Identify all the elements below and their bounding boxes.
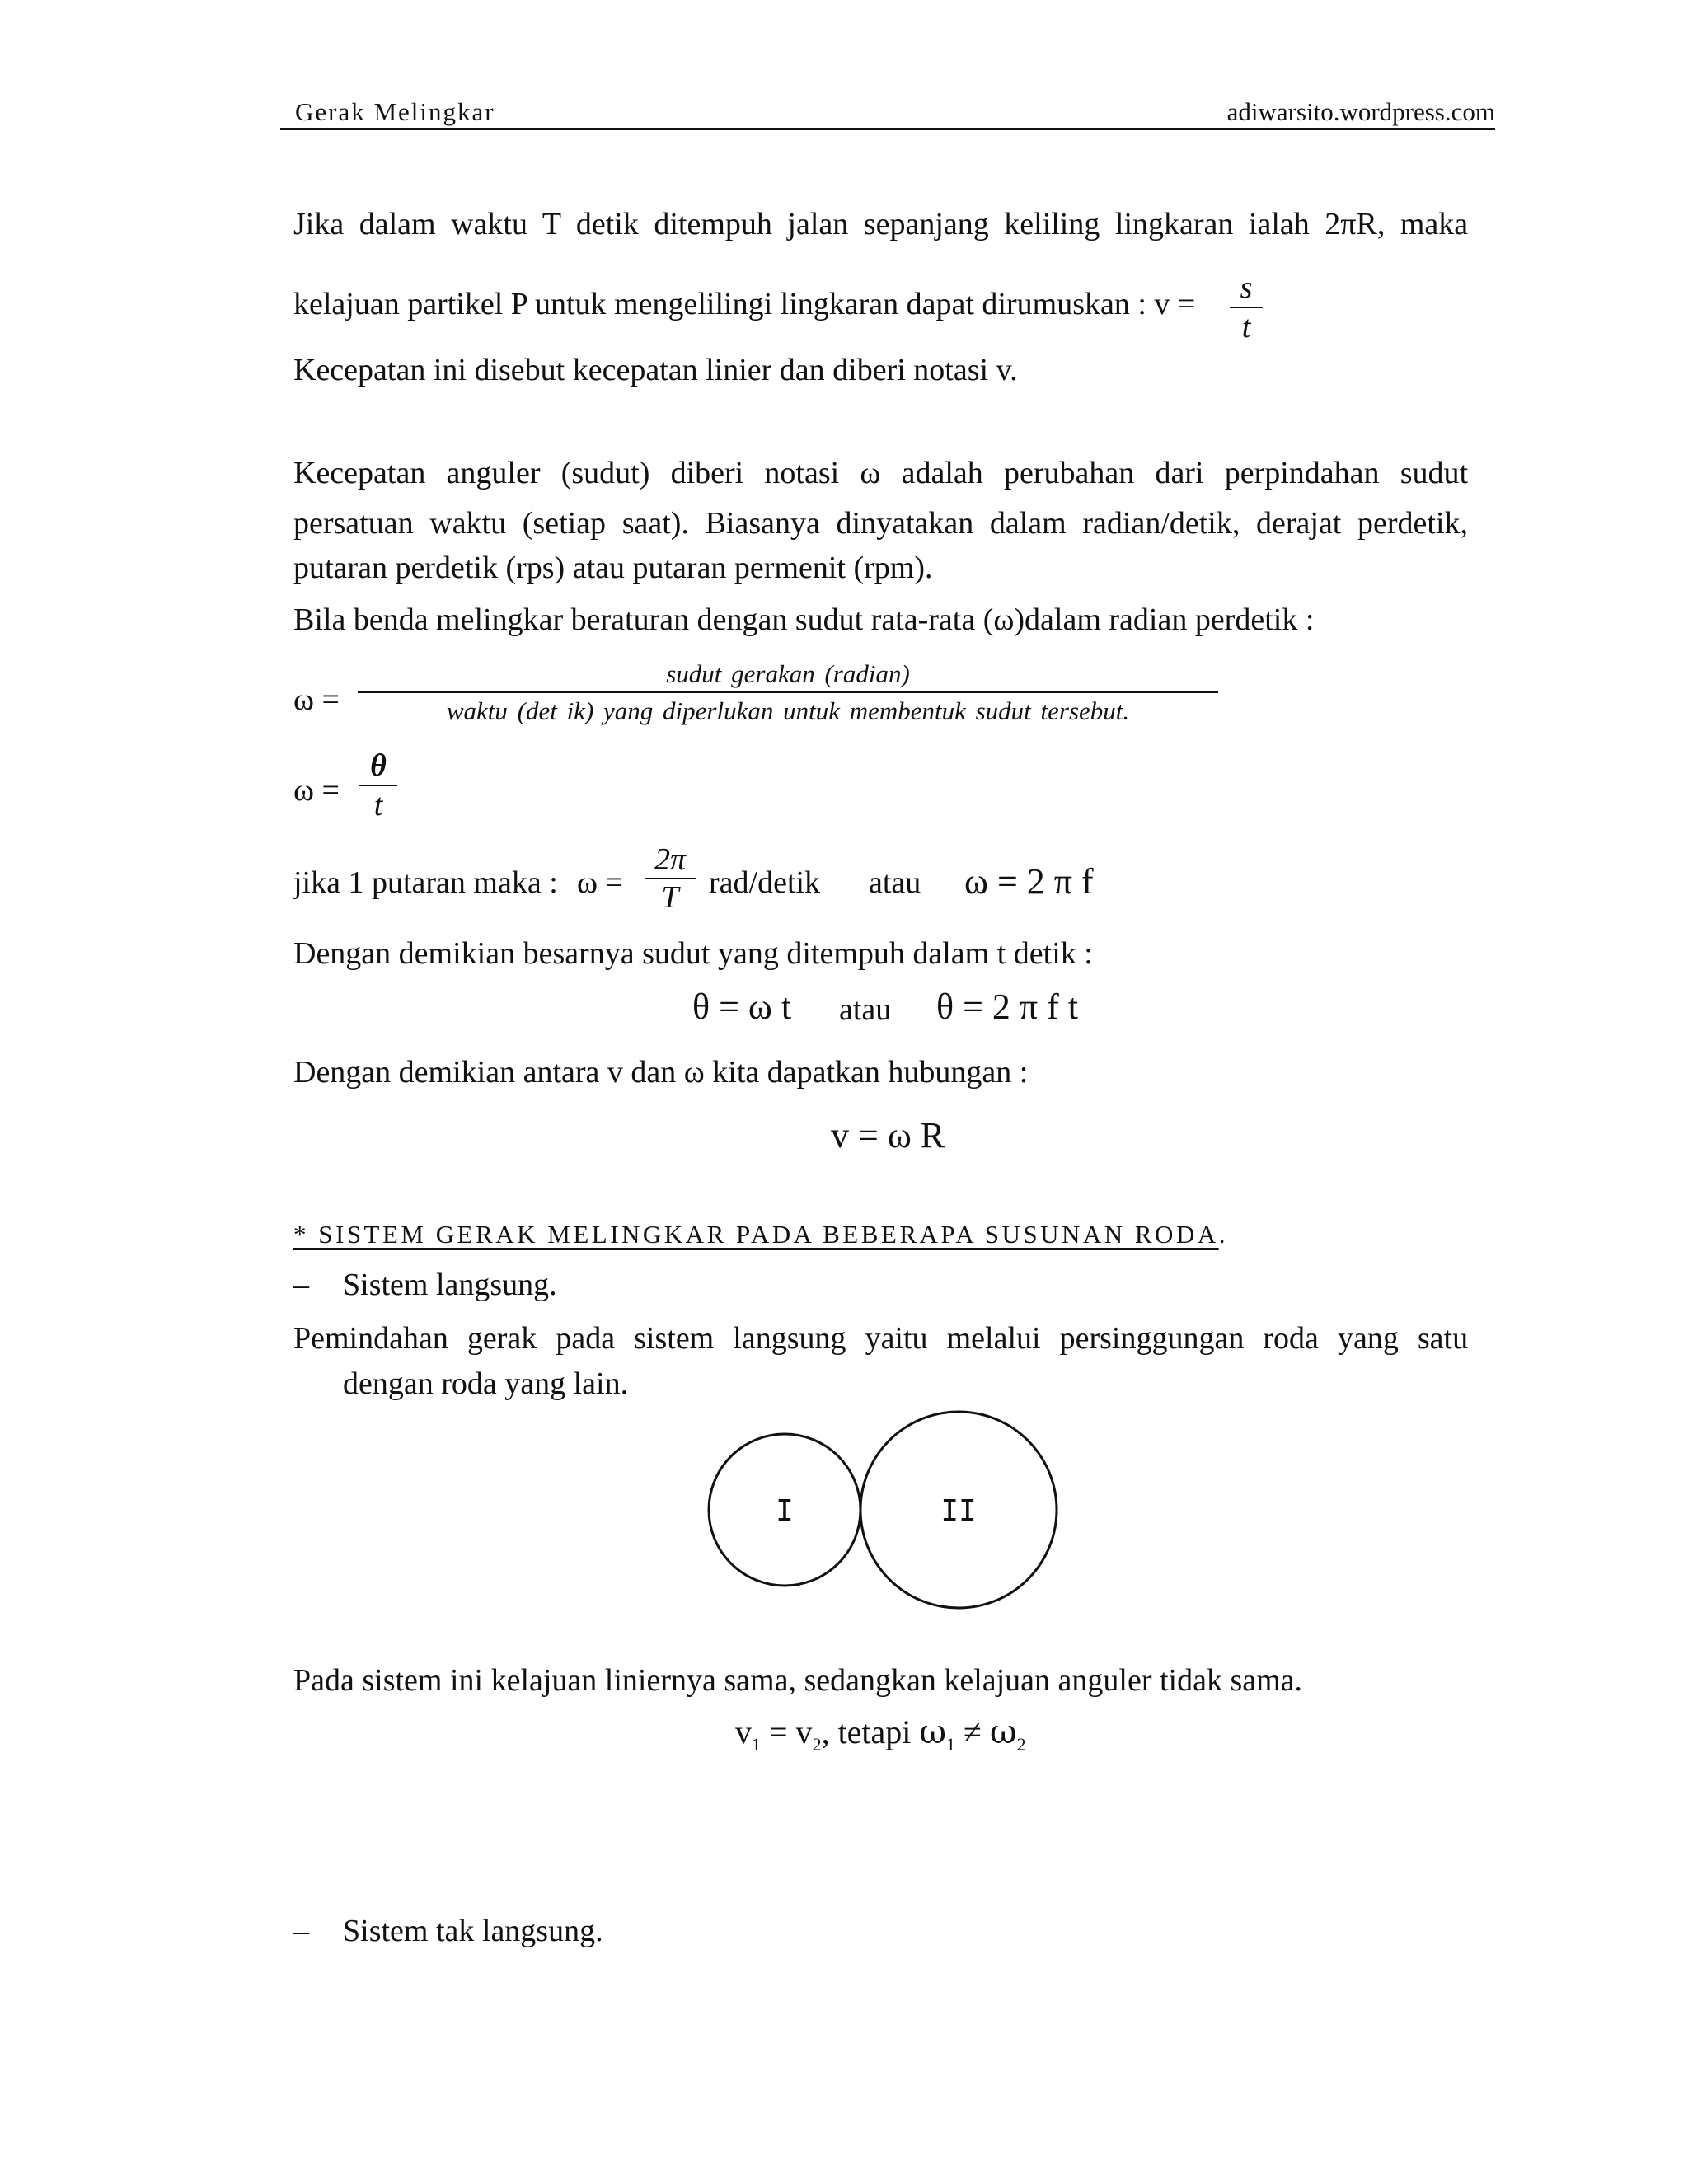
para1-line1 xyxy=(293,206,1468,242)
word: Jika xyxy=(293,207,345,241)
section-title: * SISTEM GERAK MELINGKAR PADA BEBERAPA SUSUNAN RODA xyxy=(293,1220,1219,1249)
formula1-lhs: ω = xyxy=(293,682,340,717)
theta-intro: Dengan demikian besarnya sudut yang ditempuh dalam t detik : xyxy=(293,936,1093,971)
formula3-fraction xyxy=(645,844,696,913)
formula2-num: θ xyxy=(370,748,387,783)
bullet1-dash: – xyxy=(293,1268,309,1302)
word: gerak xyxy=(467,1321,537,1356)
formula6-sub1: 1 xyxy=(752,1734,761,1755)
word: yang xyxy=(1337,1321,1399,1356)
word: adalah xyxy=(901,456,983,490)
word: satu xyxy=(1417,1321,1469,1356)
v-fraction xyxy=(1230,272,1263,343)
word: pada xyxy=(556,1321,616,1356)
word: dalam xyxy=(359,207,436,241)
formula3-unit: rad/detik xyxy=(709,865,821,900)
header-left: Gerak Melingkar xyxy=(295,97,495,126)
formula6-w1: ω xyxy=(919,1713,947,1751)
word: roda xyxy=(1263,1321,1319,1356)
formula6-sub2: 2 xyxy=(812,1734,822,1755)
word: keliling xyxy=(1004,207,1100,241)
word: notasi xyxy=(764,456,840,490)
para3-line1 xyxy=(293,1320,1468,1357)
para2-line1 xyxy=(293,455,1468,491)
formula3-atau: atau xyxy=(869,865,921,900)
header-rule xyxy=(280,128,1495,130)
v-frac-den: t xyxy=(1241,310,1251,344)
wheel-2-label: II xyxy=(940,1494,977,1528)
word: Pemindahan xyxy=(293,1321,448,1356)
formula2-bar xyxy=(359,785,397,786)
formula1-bar xyxy=(358,691,1218,693)
word: ditempuh xyxy=(654,207,772,241)
word: dalam xyxy=(989,506,1067,541)
formula6 xyxy=(735,1713,1026,1755)
word: T xyxy=(542,207,561,241)
para2-line3: putaran perdetik (rps) atau putaran permenit (rpm). xyxy=(293,551,933,585)
para1-line3: Kecepatan ini disebut kecepatan linier dan diberi notasi v. xyxy=(293,353,1018,387)
wheels-diagram xyxy=(692,1393,1071,1624)
word: derajat xyxy=(1256,506,1342,541)
word: dari xyxy=(1155,456,1204,490)
formula6-v1: v xyxy=(735,1713,752,1750)
word: Biasanya xyxy=(705,506,820,541)
formula6-sub4: 2 xyxy=(1016,1734,1026,1755)
word: 2πR, xyxy=(1325,207,1386,241)
para2-line4: Bila benda melingkar beraturan dengan sudut rata-rata (ω)dalam radian perdetik : xyxy=(293,602,1315,637)
formula4-a: θ = ω t xyxy=(692,987,792,1027)
word: anguler xyxy=(446,456,541,490)
formula6-eq: = v xyxy=(761,1713,813,1750)
formula3-num: 2π xyxy=(654,842,687,877)
word: persinggungan xyxy=(1059,1321,1245,1356)
para4: Pada sistem ini kelajuan liniernya sama, sedangkan kelajuan anguler tidak sama. xyxy=(293,1663,1303,1698)
bullet2-text: Sistem tak langsung. xyxy=(343,1914,603,1948)
formula1-den: waktu (det ik) yang diperlukan untuk membentuk sudut tersebut. xyxy=(446,696,1130,725)
word: waktu xyxy=(451,207,528,241)
word: diberi xyxy=(670,456,744,490)
para3-line2: dengan roda yang lain. xyxy=(343,1366,629,1401)
formula4-b: θ = 2 π f t xyxy=(936,987,1078,1027)
word: yaitu xyxy=(865,1321,928,1356)
formula3-lead: jika 1 putaran maka : xyxy=(293,865,558,900)
header-right: adiwarsito.wordpress.com xyxy=(1226,97,1495,126)
word: waktu xyxy=(429,506,507,541)
word: Kecepatan xyxy=(293,456,426,490)
v-frac-num: s xyxy=(1240,270,1253,305)
v-frac-bar xyxy=(1230,307,1263,308)
word: ialah xyxy=(1248,207,1310,241)
word: langsung xyxy=(733,1321,846,1356)
formula5: v = ω R xyxy=(831,1115,945,1155)
word: persatuan xyxy=(293,506,414,541)
formula2-fraction xyxy=(359,750,397,821)
formula3-alt: ω = 2 π f xyxy=(964,861,1094,902)
word: lingkaran xyxy=(1114,207,1234,241)
word: sistem xyxy=(634,1321,715,1356)
word: ω xyxy=(860,456,881,490)
formula6-neq: ≠ xyxy=(964,1713,982,1750)
word: perpindahan xyxy=(1224,456,1380,490)
wheel-1-label: I xyxy=(776,1494,794,1528)
word: perdetik, xyxy=(1357,506,1469,541)
formula2-lhs: ω = xyxy=(293,773,340,808)
word: sepanjang xyxy=(863,207,989,241)
formula1-num: sudut gerakan (radian) xyxy=(666,659,910,688)
word: (sudut) xyxy=(560,456,650,490)
word: detik xyxy=(575,207,639,241)
word: perubahan xyxy=(1003,456,1135,490)
v-intro: Dengan demikian antara v dan ω kita dapatkan hubungan : xyxy=(293,1055,1029,1090)
para1-line2: kelajuan partikel P untuk mengelilingi lingkaran dapat dirumuskan : v = xyxy=(293,287,1196,321)
formula6-w2: ω xyxy=(990,1713,1017,1751)
formula3-bar xyxy=(645,878,696,879)
word: (setiap xyxy=(522,506,607,541)
para2-line2 xyxy=(293,505,1468,541)
formula4-atau: atau xyxy=(839,992,892,1027)
word: jalan xyxy=(787,207,849,241)
formula3-lhs: ω = xyxy=(577,865,623,900)
bullet1-text: Sistem langsung. xyxy=(343,1268,557,1302)
word: melalui xyxy=(946,1321,1041,1356)
bullet2-dash: – xyxy=(293,1914,309,1948)
word: radian/detik, xyxy=(1082,506,1240,541)
word: maka xyxy=(1400,207,1469,241)
formula6-mid: , tetapi xyxy=(821,1713,920,1750)
section-title-dot: . xyxy=(1218,1220,1226,1249)
word: sudut xyxy=(1400,456,1469,490)
formula3-den: T xyxy=(661,880,679,915)
word: saat). xyxy=(621,506,689,541)
word: dinyatakan xyxy=(836,506,974,541)
section-title-line xyxy=(293,1220,1225,1249)
formula1-fraction xyxy=(358,661,1218,724)
formula2-den: t xyxy=(373,788,383,823)
formula6-sub3: 1 xyxy=(946,1734,956,1755)
